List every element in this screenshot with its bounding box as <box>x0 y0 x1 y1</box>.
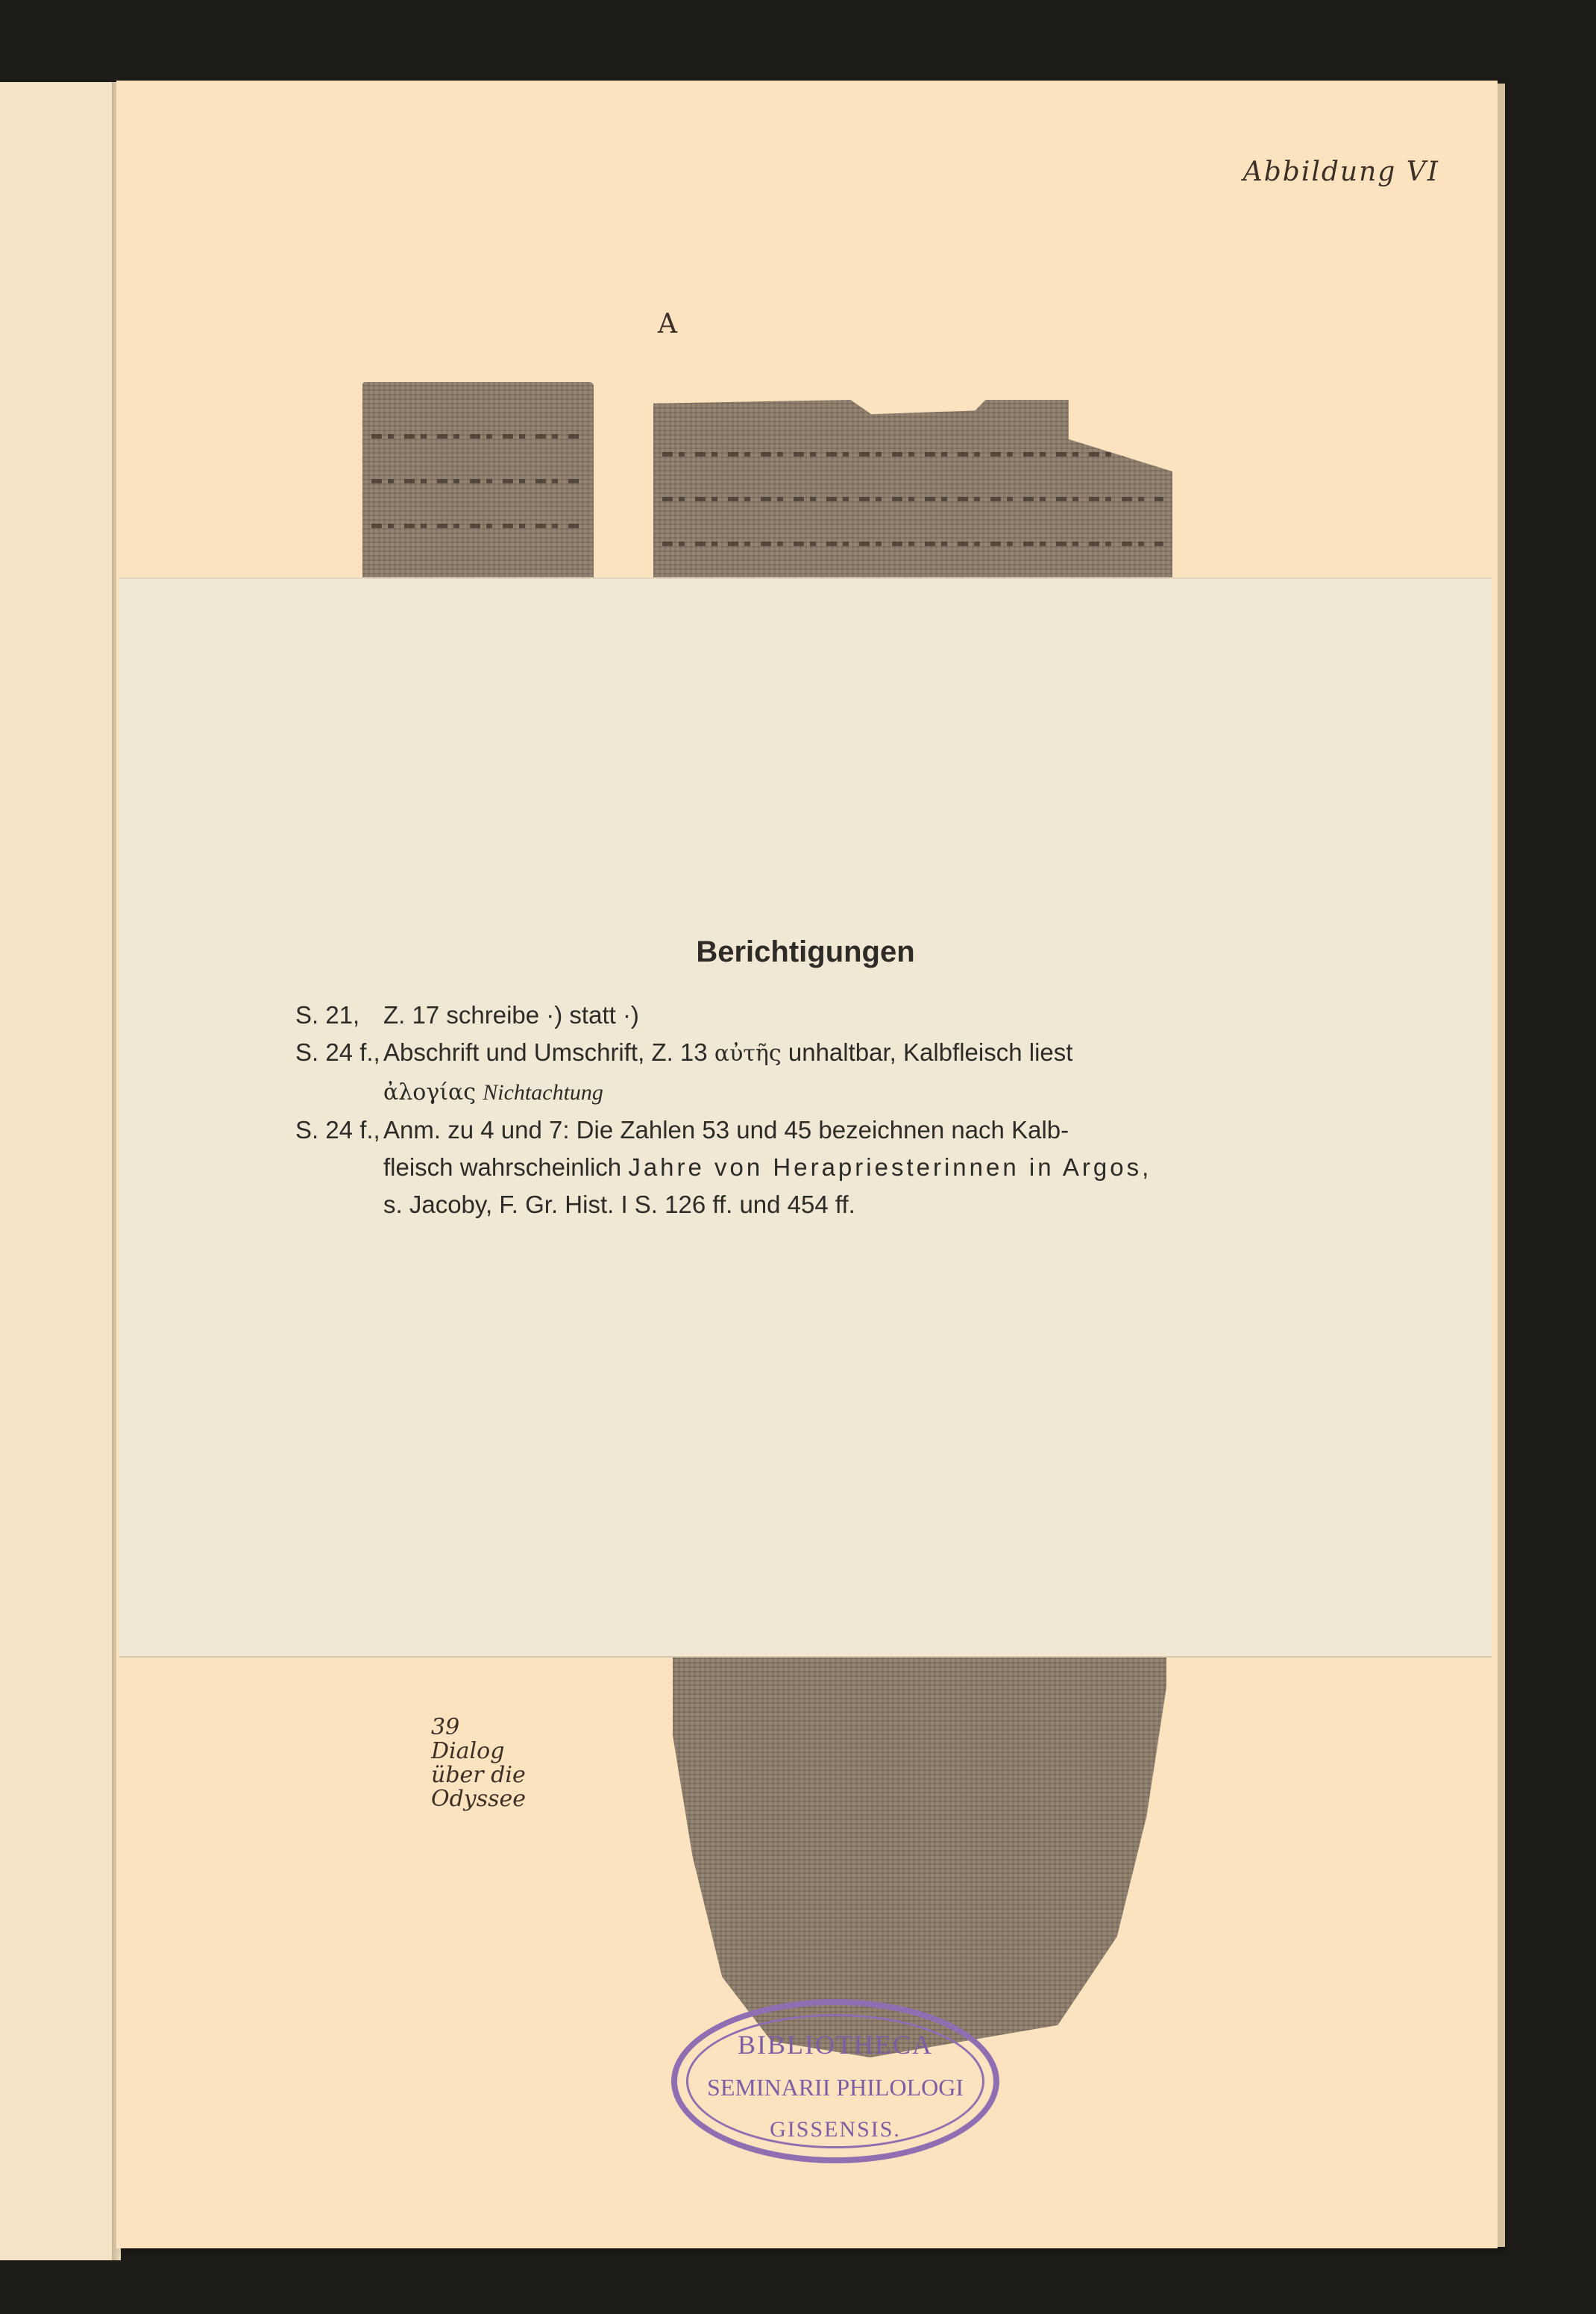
errata-text-spaced: Jahre von Herapriesterinnen in Argos, <box>628 1153 1152 1181</box>
plate-heading: Abbildung VI <box>1242 157 1439 187</box>
errata-entry <box>295 997 1384 1034</box>
side-note-line: 39 <box>431 1714 460 1740</box>
errata-entry-continued <box>295 1149 1384 1186</box>
side-note-line: über die <box>431 1762 526 1788</box>
errata-entry <box>295 1034 1384 1073</box>
errata-text <box>383 1034 1384 1073</box>
errata-ref: S. 24 f., <box>295 1116 380 1144</box>
side-note-line: Dialog <box>431 1738 505 1764</box>
errata-entry <box>295 1111 1384 1149</box>
errata-text-part: fleisch wahrscheinlich <box>383 1153 622 1181</box>
side-note <box>431 1716 526 1811</box>
errata-entry-continued <box>295 1073 1384 1111</box>
errata-list <box>295 997 1384 1223</box>
errata-title: Berichtigungen <box>696 935 915 968</box>
errata-text <box>383 1149 1384 1186</box>
library-stamp <box>671 1999 999 2163</box>
translation: Nichtachtung <box>483 1080 603 1105</box>
errata-ref: S. 21, <box>295 1001 360 1029</box>
stamp-bottom: GISSENSIS. <box>770 2117 901 2142</box>
greek-word: ἀλογίας <box>383 1079 477 1106</box>
errata-text: Anm. zu 4 und 7: Die Zahlen 53 und 45 bezeichnen nach Kalb- <box>383 1116 1069 1144</box>
errata-text: s. Jacoby, F. Gr. Hist. I S. 126 ff. und 454 ff. <box>383 1191 855 1218</box>
left-page-edge <box>0 82 114 2260</box>
papyrus-fragment-left <box>362 382 594 579</box>
figure-label: A <box>658 309 677 339</box>
errata-text <box>383 1073 1384 1111</box>
stamp-middle: SEMINARII PHILOLOGI <box>707 2074 964 2101</box>
errata-slip <box>119 577 1492 1658</box>
errata-text: Z. 17 schreibe ·) statt ·) <box>383 1001 639 1029</box>
errata-text-part: Abschrift und Umschrift, Z. 13 <box>383 1038 708 1066</box>
errata-entry-continued <box>295 1186 1384 1223</box>
greek-word: αὐτῆς <box>714 1041 782 1067</box>
stamp-top: BIBLIOTHECA <box>738 2030 933 2060</box>
errata-text-part: unhaltbar, Kalbfleisch liest <box>788 1038 1073 1066</box>
errata-ref: S. 24 f., <box>295 1038 380 1066</box>
page-edge <box>1498 84 1505 2247</box>
side-note-line: Odyssee <box>431 1786 527 1812</box>
